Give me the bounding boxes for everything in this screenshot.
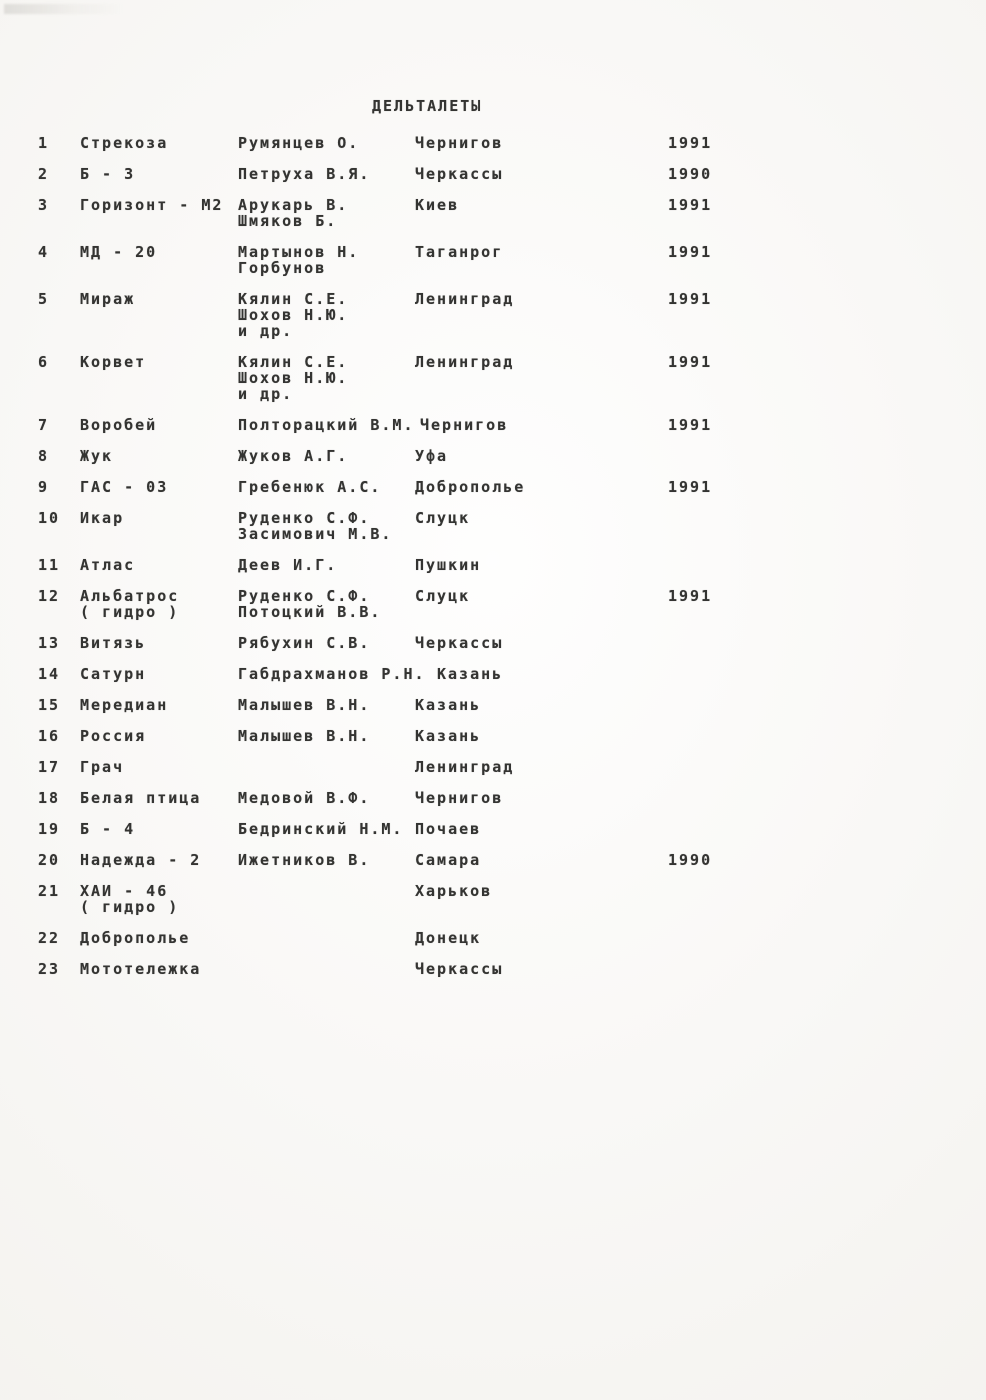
city-name: Донецк	[415, 929, 482, 947]
year-value: 1991	[668, 196, 713, 214]
year-value: 1990	[668, 165, 713, 183]
page-title: ДЕЛЬТАЛЕТЫ	[372, 97, 483, 115]
list-row	[38, 852, 986, 868]
city-name: Чернигов	[415, 134, 504, 152]
row-number: 21	[38, 882, 61, 900]
aircraft-name: Горизонт - М2	[80, 196, 224, 214]
aircraft-name: ГАС - 03	[80, 478, 169, 496]
scan-artifact	[4, 4, 124, 14]
aircraft-name: Корвет	[80, 353, 147, 371]
designer-names: Малышев В.Н.	[238, 727, 371, 745]
designer-names	[238, 961, 415, 977]
designer-names: Жуков А.Г.	[238, 447, 349, 465]
city-name: Слуцк	[415, 509, 471, 527]
row-number: 1	[38, 134, 50, 152]
year-value: 1991	[668, 353, 713, 371]
row-number: 22	[38, 929, 61, 947]
list-row	[38, 510, 986, 542]
list-row	[38, 697, 986, 713]
year-value	[668, 821, 758, 837]
aircraft-name: Жук	[80, 447, 114, 465]
row-number: 11	[38, 556, 61, 574]
year-value	[668, 883, 758, 915]
designer-names: Медовой В.Ф.	[238, 789, 371, 807]
year-value	[668, 759, 758, 775]
city-name: Доброполье	[415, 478, 526, 496]
city-name: Таганрог	[415, 243, 504, 261]
designer-names: Петруха В.Я.	[238, 165, 371, 183]
designer-names	[238, 759, 415, 775]
row-number: 3	[38, 196, 50, 214]
year-value	[668, 790, 758, 806]
year-value: 1991	[668, 478, 713, 496]
aircraft-name: Белая птица	[80, 789, 202, 807]
aircraft-name: Мередиан	[80, 696, 169, 714]
city-name: Чернигов	[420, 416, 509, 434]
aircraft-list	[38, 135, 986, 977]
list-row	[38, 961, 986, 977]
designer-names: Кялин С.Е. Шохов Н.Ю. и др.	[238, 290, 349, 340]
city-name: Харьков	[415, 882, 493, 900]
aircraft-name: Сатурн	[80, 665, 147, 683]
list-row	[38, 197, 986, 229]
row-number: 7	[38, 416, 50, 434]
year-value	[668, 448, 758, 464]
list-row	[38, 759, 986, 775]
list-row	[38, 166, 986, 182]
city-name: Слуцк	[415, 587, 471, 605]
designer-names: Полторацкий В.М.	[238, 416, 415, 434]
city-name: Черкассы	[415, 960, 504, 978]
city-name: Почаев	[415, 820, 482, 838]
year-value: 1991	[668, 587, 713, 605]
aircraft-name: Стрекоза	[80, 134, 169, 152]
designer-names	[238, 930, 415, 946]
list-row	[38, 635, 986, 651]
designer-names: Габдрахманов Р.Н.	[238, 665, 426, 683]
row-number: 13	[38, 634, 61, 652]
designer-names: Гребенюк А.С.	[238, 478, 382, 496]
year-value	[668, 557, 758, 573]
aircraft-name: Витязь	[80, 634, 147, 652]
list-row	[38, 666, 986, 682]
row-number: 16	[38, 727, 61, 745]
list-row	[38, 728, 986, 744]
year-value: 1991	[668, 243, 713, 261]
city-name: Пушкин	[415, 556, 482, 574]
list-row	[38, 588, 986, 620]
city-name: Уфа	[415, 447, 449, 465]
city-name: Самара	[415, 851, 482, 869]
list-row	[38, 448, 986, 464]
aircraft-name: Альбатрос ( гидро )	[80, 587, 180, 621]
designer-names: Румянцев О.	[238, 134, 360, 152]
year-value	[668, 666, 758, 682]
row-number: 4	[38, 243, 50, 261]
list-row	[38, 291, 986, 339]
city-name: Казань	[415, 696, 482, 714]
year-value	[668, 961, 758, 977]
aircraft-name: Атлас	[80, 556, 136, 574]
city-name: Ленинград	[415, 353, 515, 371]
list-row	[38, 790, 986, 806]
year-value	[668, 930, 758, 946]
row-number: 18	[38, 789, 61, 807]
city-name: Ленинград	[415, 290, 515, 308]
aircraft-name: Россия	[80, 727, 147, 745]
row-number: 5	[38, 290, 50, 308]
year-value	[668, 728, 758, 744]
year-value	[668, 635, 758, 651]
aircraft-name: МД - 20	[80, 243, 158, 261]
city-name: Киев	[415, 196, 460, 214]
designer-names: Ижетников В.	[238, 851, 371, 869]
row-number: 10	[38, 509, 61, 527]
row-number: 23	[38, 960, 61, 978]
list-row	[38, 354, 986, 402]
list-row	[38, 135, 986, 151]
city-name: Черкассы	[415, 165, 504, 183]
list-row	[38, 557, 986, 573]
list-row	[38, 930, 986, 946]
city-name: Казань	[415, 727, 482, 745]
list-row	[38, 821, 986, 837]
designer-names: Руденко С.Ф. Засимович М.В.	[238, 509, 393, 543]
row-number: 15	[38, 696, 61, 714]
aircraft-name: Б - 3	[80, 165, 136, 183]
row-number: 19	[38, 820, 61, 838]
designer-names: Деев И.Г.	[238, 556, 338, 574]
row-number: 8	[38, 447, 50, 465]
list-row	[38, 479, 986, 495]
aircraft-name: Мираж	[80, 290, 136, 308]
year-value	[668, 510, 758, 542]
aircraft-name: Воробей	[80, 416, 158, 434]
row-number: 12	[38, 587, 61, 605]
city-name: Черкассы	[415, 634, 504, 652]
city-name: Чернигов	[415, 789, 504, 807]
designer-names: Рябухин С.В.	[238, 634, 371, 652]
designer-names: Малышев В.Н.	[238, 696, 371, 714]
aircraft-name: Б - 4	[80, 820, 136, 838]
designer-names	[238, 883, 415, 915]
list-row	[38, 417, 986, 433]
city-name: Казань	[437, 665, 504, 683]
designer-names: Мартынов Н. Горбунов	[238, 243, 360, 277]
year-value: 1990	[668, 851, 713, 869]
aircraft-name: Грач	[80, 758, 125, 776]
year-value: 1991	[668, 416, 713, 434]
row-number: 9	[38, 478, 50, 496]
designer-names: Бедринский Н.М.	[238, 820, 404, 838]
row-number: 17	[38, 758, 61, 776]
row-number: 2	[38, 165, 50, 183]
aircraft-name: Мототележка	[80, 960, 202, 978]
designer-names: Кялин С.Е. Шохов Н.Ю. и др.	[238, 353, 349, 403]
row-number: 6	[38, 353, 50, 371]
row-number: 20	[38, 851, 61, 869]
aircraft-name: Доброполье	[80, 929, 191, 947]
year-value: 1991	[668, 290, 713, 308]
aircraft-name: Надежда - 2	[80, 851, 202, 869]
year-value: 1991	[668, 134, 713, 152]
year-value	[668, 697, 758, 713]
designer-names: Руденко С.Ф. Потоцкий В.В.	[238, 587, 382, 621]
aircraft-name: Икар	[80, 509, 125, 527]
aircraft-name: ХАИ - 46 ( гидро )	[80, 882, 180, 916]
city-name: Ленинград	[415, 758, 515, 776]
list-row	[38, 883, 986, 915]
row-number: 14	[38, 665, 61, 683]
list-row	[38, 244, 986, 276]
designer-names: Арукарь В. Шмяков Б.	[238, 196, 349, 230]
